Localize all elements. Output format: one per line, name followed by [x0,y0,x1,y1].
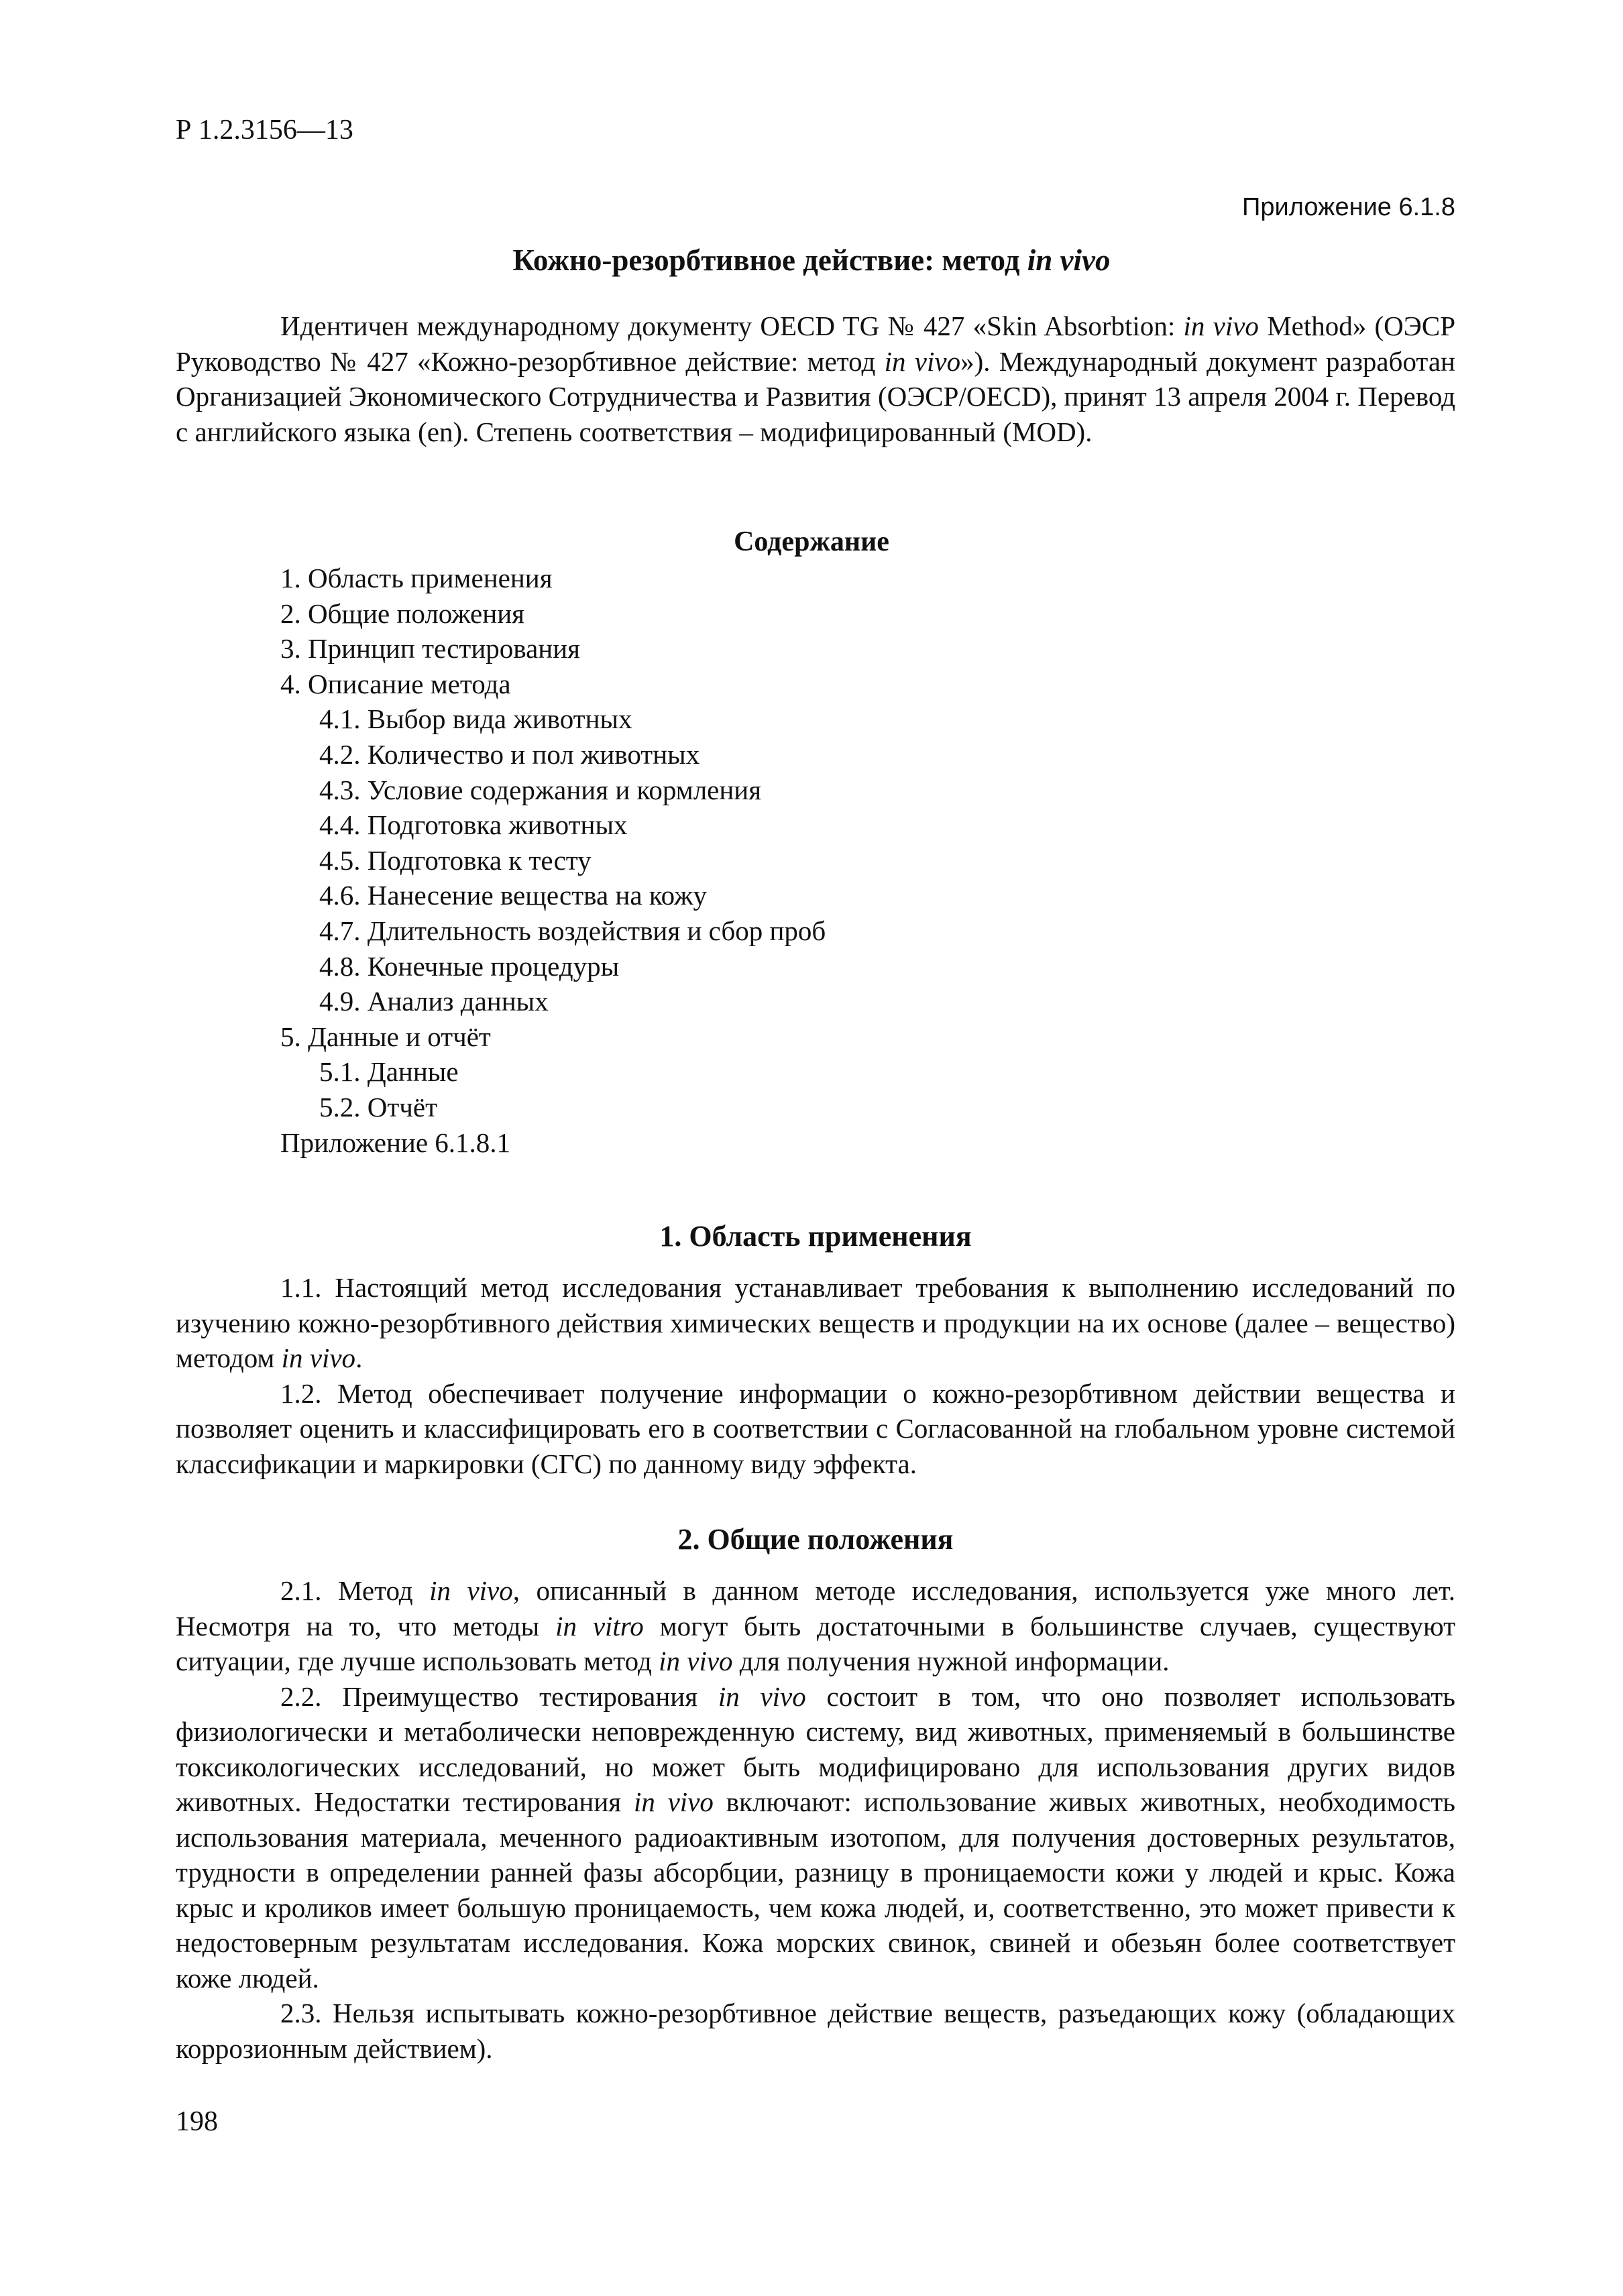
page-number: 198 [176,2106,218,2137]
toc-subitem: 4.6. Нанесение вещества на кожу [319,880,707,911]
toc-item: 5. Данные и отчёт [280,1021,491,1052]
intro-italic-2: in vivo [884,345,961,377]
document-code: Р 1.2.3156—13 [176,115,353,146]
paragraph-1-2: 1.2. Метод обеспечивает получение информации о кожно-резорбтивном действии вещества и позволяет оценить и классифицировать его в соответствии с Согласованной на глобальном уровне системой классификации и маркировки (СГС) по данному виду эффекта. [176,1377,1455,1479]
toc-subitem: 4.5. Подготовка к тесту [319,844,592,876]
paragraph-italic: in vivo [718,1680,806,1712]
section-heading: 2. Общие положения [677,1523,954,1556]
table-of-contents [280,561,826,1160]
paragraph-italic: in vivo [633,1786,714,1817]
toc-item: 3. Принцип тестирования [280,633,581,665]
toc-subitem: 4.4. Подготовка животных [319,809,628,841]
document-title [0,241,1623,279]
paragraph-2-3: 2.3. Нельзя испытывать кожно-резорбтивное действие веществ, разъедающих кожу (обладающих коррозионным действием). [176,1998,1455,2064]
paragraph-text: для получения нужной информации. [732,1646,1170,1676]
title-text: Кожно-резорбтивное действие: метод [512,243,1027,277]
toc-subitem: 4.3. Условие содержания и кормления [319,774,762,805]
intro-text [176,308,1455,449]
intro-paragraph [176,308,1455,449]
intro-italic-1: in vivo [1183,310,1259,341]
paragraph-text: могут быть достаточными в большинстве случаев, существуют ситуации, где лучше использовать метод [176,1610,1456,1676]
paragraph-text: включают: использование живых животных, необходимость использования материала, меченного радиоактивным изотопом, для получения достоверных результатов, трудности в определении ранней фазы абсорбции, разницу в проницаемости кожи у людей и крыс. Кожа крыс и кроликов имеет большую проницаемость, чем кожа людей, и, соответственно, это может привести к недостоверным результатам исследования. Кожа морских свинок, свиней и обезьян более соответствует коже людей. [176,1786,1455,1994]
section-general [176,1521,1455,2066]
paragraph-text: 2.2. Преимущество тестирования [280,1680,718,1712]
appendix-label: Приложение 6.1.8 [1242,193,1455,221]
paragraph-1-1 [176,1270,1455,1376]
toc-subitem: 4.8. Конечные процедуры [319,950,620,982]
intro-part-3: »). Международный документ разработан Организацией Экономического Сотрудничества и Развития (ОЭСР/OECD), принят 13 апреля 2004 г. Перевод с английского языка (en). Степень соответствия – модифицированный (MOD). [176,345,1455,447]
paragraph-italic: in vitro [555,1610,644,1642]
title-italic: in vivo [1027,243,1111,277]
section-scope [176,1218,1455,1481]
toc-subitem: 4.9. Анализ данных [319,986,549,1017]
toc-subitem: 4.7. Длительность воздействия и сбор проб [319,915,826,946]
toc-subitem: 4.2. Количество и пол животных [319,738,700,770]
paragraph-italic: in vivo [281,1342,356,1373]
paragraph-text: 1.1. Настоящий метод исследования устанавливает требования к выполнению исследований по изучению кожно-резорбтивного действия химических веществ и продукции на их основе (далее – вещество) методом [176,1272,1455,1373]
toc-subitem: 5.1. Данные [319,1056,459,1088]
toc-heading: Содержание [734,526,889,557]
intro-part-1: Идентичен международному документу OECD TG № 427 «Skin Absorbtion: [280,310,1184,341]
paragraph-italic: in vivo [659,1646,733,1676]
toc-subitem: 4.1. Выбор вида животных [319,703,632,735]
intro-part-2: Method» (ОЭСР Руководство № 427 «Кожно-резорбтивное действие: метод [176,310,1455,377]
paragraph-text: состоит в том, что оно позволяет использовать физиологически и метаболически неповрежденную систему, вид животных, применяемый в большинстве токсикологических исследований, но может быть модифицировано для использования других видов животных. Недостатки тестирования [176,1680,1455,1817]
paragraph-2-1 [176,1573,1455,1679]
toc-item: 4. Описание метода [280,668,511,699]
paragraph-italic: in vivo [429,1575,513,1606]
paragraph-text: , описанный в данном методе исследования, используется уже много лет. Несмотря на то, что методы [176,1575,1455,1642]
toc-item: 1. Область применения [280,563,553,593]
paragraph-2-2 [176,1679,1455,1996]
toc-item: 2. Общие положения [280,597,524,629]
toc-item: Приложение 6.1.8.1 [280,1127,511,1158]
paragraph-text: . [355,1342,363,1373]
paragraph-text: 2.1. Метод [280,1575,430,1606]
section-heading: 1. Область применения [659,1220,972,1253]
toc-subitem: 5.2. Отчёт [319,1091,438,1123]
